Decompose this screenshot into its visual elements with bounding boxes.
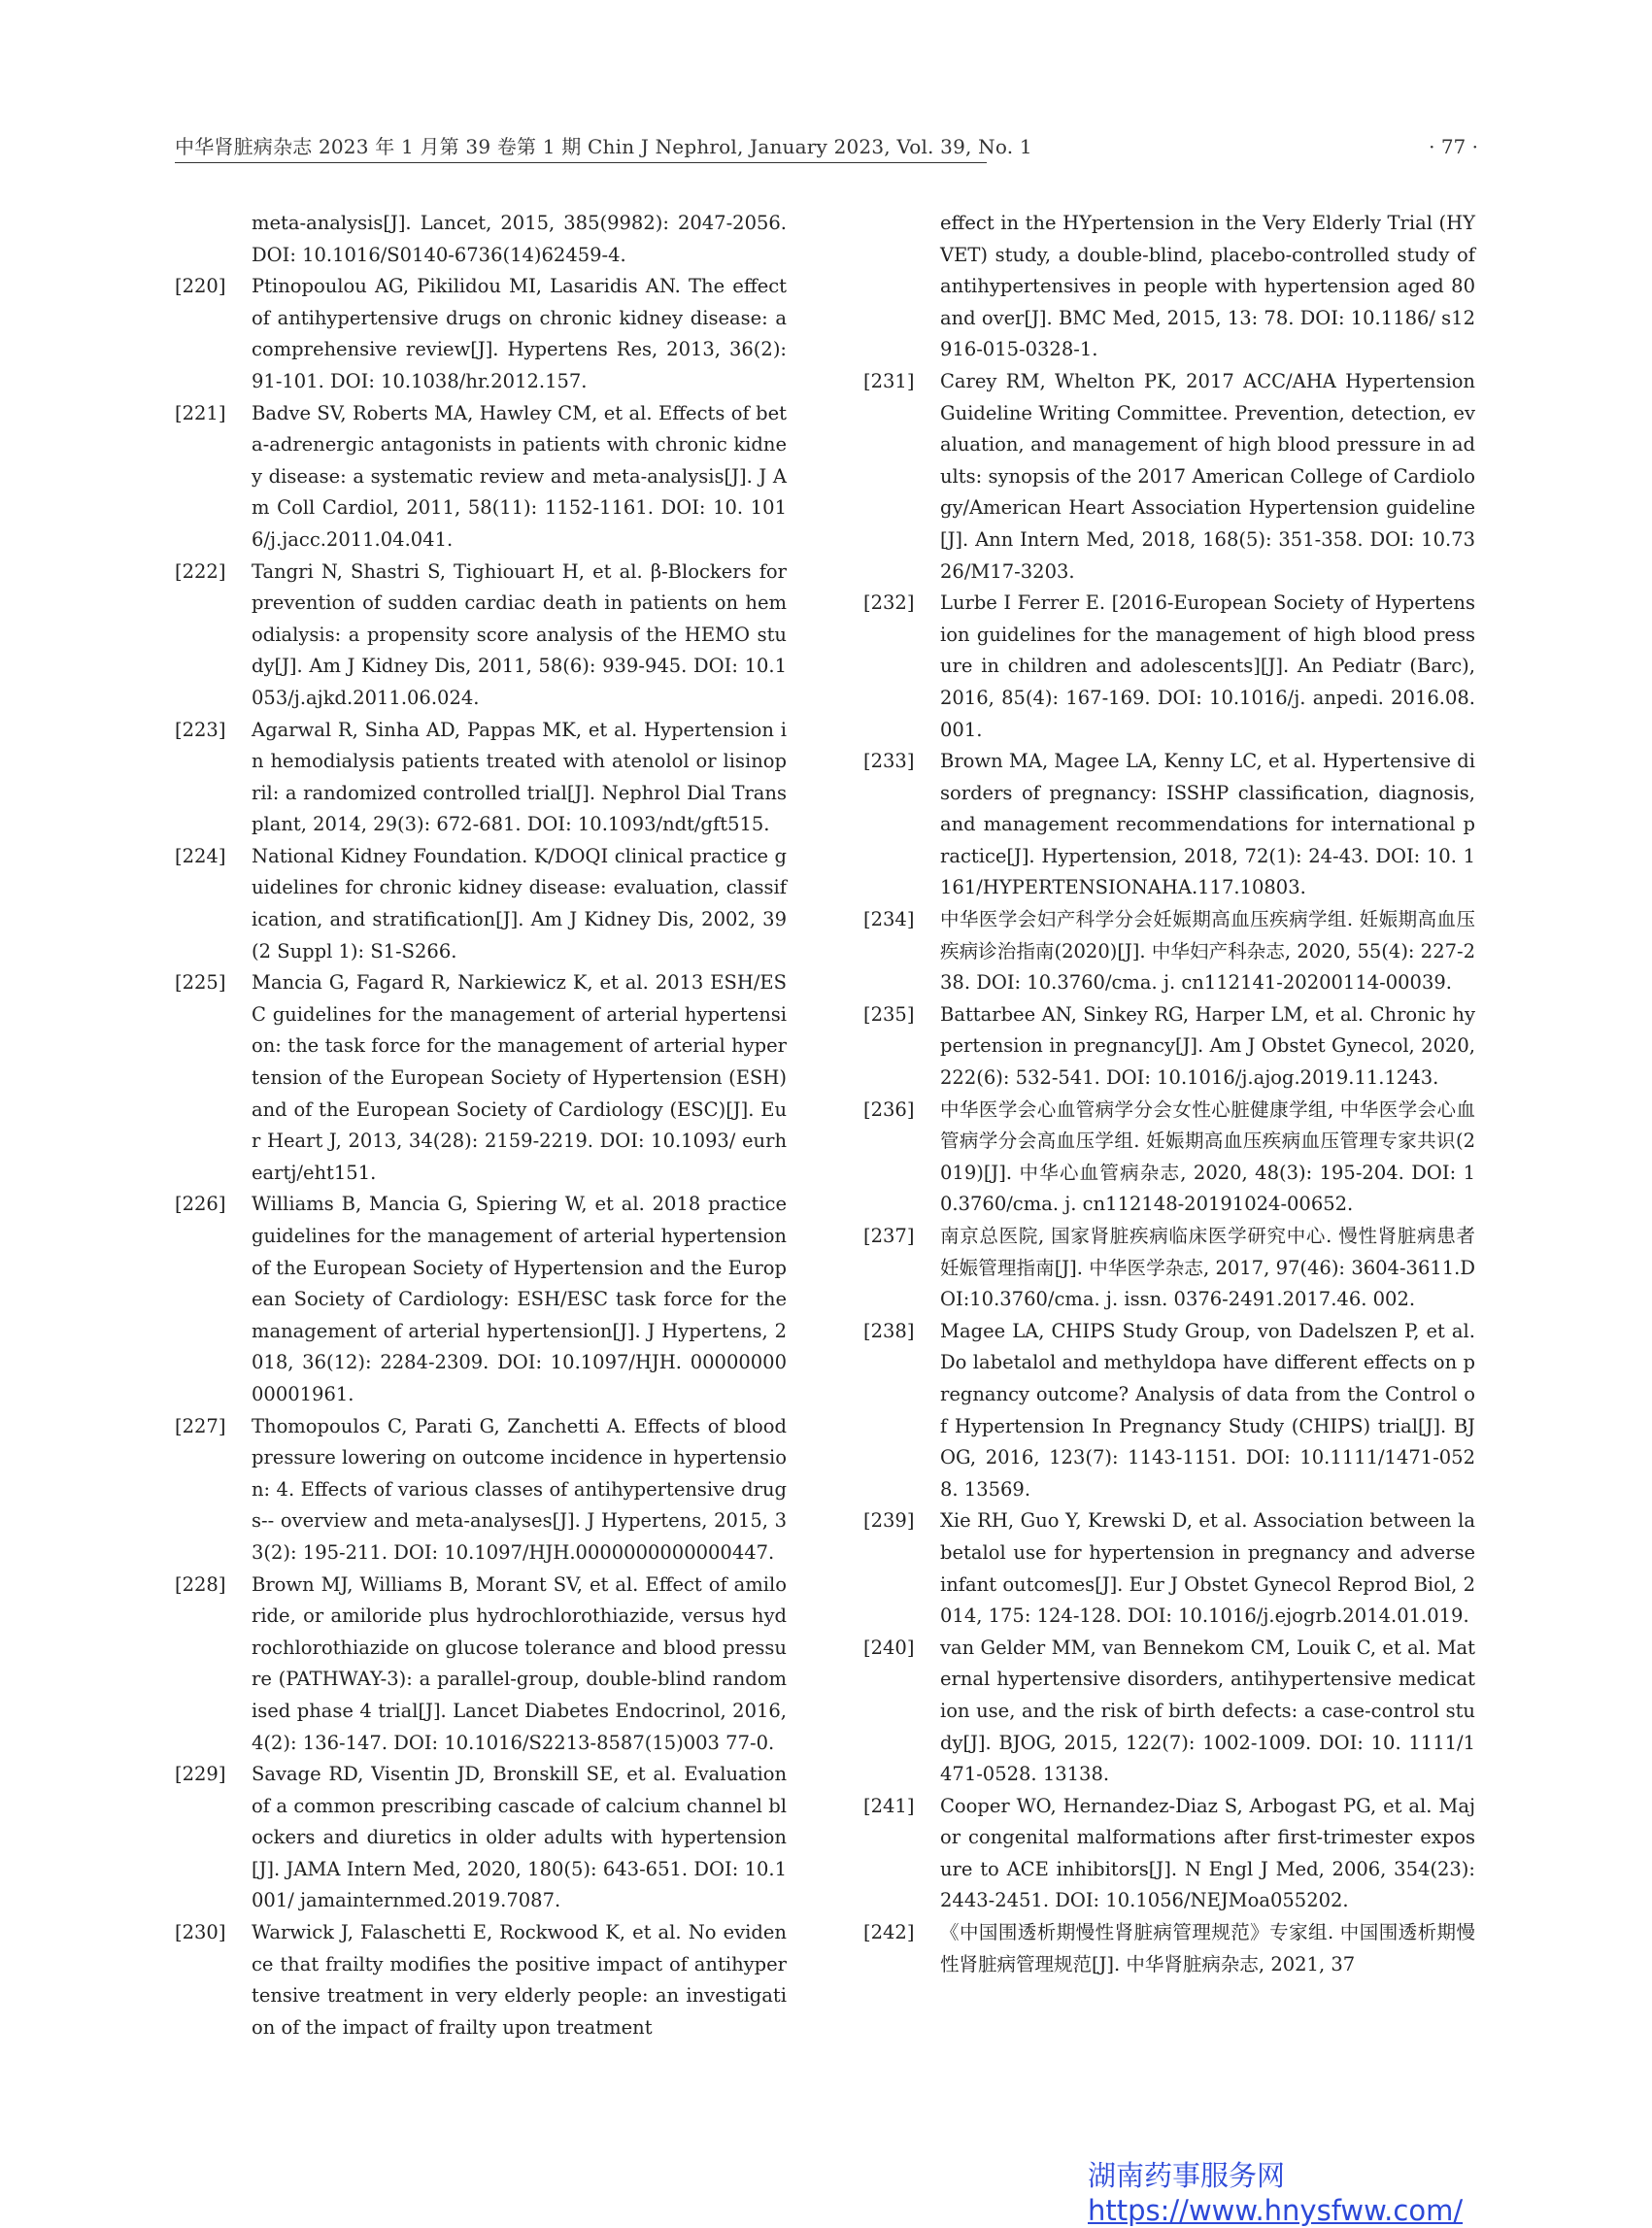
reference-text: Magee LA, CHIPS Study Group, von Dadelszen P, et al. Do labetalol and methyldopa have different effects on pregnancy outcome? Analysis of data from the Control of Hypertension In Pregnancy Study (CHIPS) trial[J]. BJOG, 2016, 123(7): 1143-1151. DOI: 10.1111/1471-0528. 13569. bbox=[940, 1319, 1475, 1501]
reference-item bbox=[863, 1791, 1475, 1917]
reference-text: Brown MJ, Williams B, Morant SV, et al. Effect of amiloride, or amiloride plus hydrochlorothiazide, versus hydrochlorothiazide on glucose tolerance and blood pressure (PATHWAY-3): a parallel-group, double-blind randomised phase 4 trial[J]. Lancet Diabetes Endocrinol, 2016, 4(2): 136-147. DOI: 10.1016/S2213-8587(15)003 77-0. bbox=[252, 1572, 787, 1754]
reference-number: [236] bbox=[863, 1097, 915, 1121]
running-header bbox=[175, 130, 1478, 163]
reference-text: Badve SV, Roberts MA, Hawley CM, et al. Effects of beta-adrenergic antagonists in patients with chronic kidney disease: a systematic review and meta-analysis[J]. J Am Coll Cardiol, 2011, 58(11): 1152-1161. DOI: 10. 1016/j.jacc.2011.04.041. bbox=[252, 401, 787, 551]
reference-item bbox=[175, 1411, 787, 1570]
reference-number: [220] bbox=[175, 275, 226, 298]
reference-number: [241] bbox=[863, 1794, 915, 1817]
reference-number: [225] bbox=[175, 971, 226, 995]
watermark-link[interactable]: https://www.hnysfww.com/ bbox=[1088, 2194, 1464, 2227]
reference-continuation: meta-analysis[J]. Lancet, 2015, 385(9982): 2047-2056. DOI: 10.1016/S0140-6736(14)62459-4. bbox=[252, 212, 787, 266]
reference-number: [227] bbox=[175, 1414, 226, 1437]
reference-text: Xie RH, Guo Y, Krewski D, et al. Association between labetalol use for hypertension in pregnancy and adverse infant outcomes[J]. Eur J Obstet Gynecol Reprod Biol, 2014, 175: 124-128. DOI: 10.1016/j.ejogrb.2014.01.019. bbox=[940, 1509, 1475, 1628]
reference-item bbox=[863, 1221, 1475, 1316]
reference-item bbox=[863, 1505, 1475, 1632]
reference-item bbox=[863, 999, 1475, 1095]
reference-text: Savage RD, Visentin JD, Bronskill SE, et al. Evaluation of a common prescribing cascade of calcium channel blockers and diuretics in older adults with hypertension[J]. JAMA Intern Med, 2020, 180(5): 643-651. DOI: 10.1001/ jamainternmed.2019.7087. bbox=[252, 1763, 787, 1912]
reference-item bbox=[175, 398, 787, 557]
reference-text: 《中国围透析期慢性肾脏病管理规范》专家组. 中国围透析期慢性肾脏病管理规范[J]. 中华肾脏病杂志, 2021, 37 bbox=[940, 1921, 1475, 1975]
reference-number: [242] bbox=[863, 1921, 915, 1944]
reference-continuation: effect in the HYpertension in the Very Elderly Trial (HYVET) study, a double-blind, placebo-controlled study of antihypertensives in people with hypertension aged 80 and over[J]. BMC Med, 2015, 13: 78. DOI: 10.1186/ s12916-015-0328-1. bbox=[940, 212, 1475, 361]
reference-item bbox=[175, 557, 787, 715]
reference-item bbox=[863, 1917, 1475, 1980]
reference-text: Warwick J, Falaschetti E, Rockwood K, et al. No evidence that frailty modifies the positive impact of antihypertensive treatment in very elderly people: an investigation of the impact of frailty upon treatment bbox=[252, 1921, 787, 2039]
reference-number: [238] bbox=[863, 1319, 915, 1342]
reference-text: 南京总医院, 国家肾脏疾病临床医学研究中心. 慢性肾脏病患者妊娠管理指南[J]. 中华医学杂志, 2017, 97(46): 3604-3611.DOI:10.3760/cma. j. issn. 0376-2491.2017.46. 002. bbox=[940, 1225, 1475, 1311]
reference-text: van Gelder MM, van Bennekom CM, Louik C, et al. Maternal hypertensive disorders, antihypertensive medication use, and the risk of birth defects: a case-control study[J]. BJOG, 2015, 122(7): 1002-1009. DOI: 10. 1111/1471-0528. 13138. bbox=[940, 1636, 1475, 1786]
reference-column-left bbox=[175, 208, 787, 2043]
reference-text: Tangri N, Shastri S, Tighiouart H, et al. β-Blockers for prevention of sudden cardiac death in patients on hemodialysis: a propensity score analysis of the HEMO study[J]. Am J Kidney Dis, 2011, 58(6): 939-945. DOI: 10.1053/j.ajkd.2011.06.024. bbox=[252, 559, 787, 709]
reference-text: Cooper WO, Hernandez-Diaz S, Arbogast PG, et al. Major congenital malformations after first-trimester exposure to ACE inhibitors[J]. N Engl J Med, 2006, 354(23): 2443-2451. DOI: 10.1056/NEJMoa055202. bbox=[940, 1794, 1475, 1912]
reference-item bbox=[863, 1316, 1475, 1506]
reference-number: [224] bbox=[175, 844, 226, 867]
reference-item bbox=[863, 588, 1475, 746]
reference-text: Agarwal R, Sinha AD, Pappas MK, et al. Hypertension in hemodialysis patients treated with atenolol or lisinopril: a randomized controlled trial[J]. Nephrol Dial Transplant, 2014, 29(3): 672-681. DOI: 10.1093/ndt/gft515. bbox=[252, 718, 787, 836]
reference-item bbox=[863, 746, 1475, 904]
reference-item bbox=[175, 1759, 787, 1917]
reference-item bbox=[175, 1917, 787, 2043]
reference-item bbox=[175, 715, 787, 841]
reference-item bbox=[175, 967, 787, 1189]
reference-number: [234] bbox=[863, 908, 915, 931]
reference-number: [233] bbox=[863, 750, 915, 773]
reference-text: Williams B, Mancia G, Spiering W, et al. 2018 practice guidelines for the management of arterial hypertension of the European Society of Hypertension and the European Society of Cardiology: ESH/ESC task force for the management of arterial hypertension[J]. J Hypertens, 2018, 36(12): 2284-2309. DOI: 10.1097/HJH. 00000000 00001961. bbox=[252, 1193, 787, 1405]
reference-number: [221] bbox=[175, 401, 226, 424]
header-rule bbox=[175, 162, 987, 163]
reference-text: Lurbe I Ferrer E. [2016-European Society of Hypertension guidelines for the management of high blood pressure in children and adolescents][J]. An Pediatr (Barc), 2016, 85(4): 167-169. DOI: 10.1016/j. anpedi. 2016.08.001. bbox=[940, 591, 1475, 741]
reference-number: [237] bbox=[863, 1225, 915, 1247]
reference-item bbox=[175, 841, 787, 967]
reference-number: [232] bbox=[863, 591, 915, 615]
reference-item bbox=[175, 1570, 787, 1760]
reference-text: National Kidney Foundation. K/DOQI clinical practice guidelines for chronic kidney disease: evaluation, classification, and stratification[J]. Am J Kidney Dis, 2002, 39(2 Suppl 1): S1-S266. bbox=[252, 844, 787, 962]
reference-number: [235] bbox=[863, 1002, 915, 1026]
reference-number: [229] bbox=[175, 1763, 226, 1786]
reference-text: Brown MA, Magee LA, Kenny LC, et al. Hypertensive disorders of pregnancy: ISSHP classification, diagnosis, and management recommendations for international practice[J]. Hypertension, 2018, 72(1): 24-43. DOI: 10. 1161/HYPERTENSIONAHA.117.10803. bbox=[940, 750, 1475, 899]
reference-number: [231] bbox=[863, 369, 915, 392]
reference-text: Thomopoulos C, Parati G, Zanchetti A. Effects of blood pressure lowering on outcome incidence in hypertension: 4. Effects of various classes of antihypertensive drugs-- overview and meta-analyses[J]. J Hypertens, 2015, 33(2): 195-211. DOI: 10.1097/HJH.0000000000000447. bbox=[252, 1414, 787, 1564]
reference-number: [239] bbox=[863, 1509, 915, 1533]
reference-number: [222] bbox=[175, 559, 226, 583]
page-number: · 77 · bbox=[1429, 135, 1478, 158]
reference-item bbox=[863, 1095, 1475, 1221]
reference-item bbox=[175, 271, 787, 397]
reference-number: [223] bbox=[175, 718, 226, 741]
reference-number: [228] bbox=[175, 1572, 226, 1596]
reference-number: [230] bbox=[175, 1921, 226, 1944]
reference-text: Mancia G, Fagard R, Narkiewicz K, et al. 2013 ESH/ESC guidelines for the management of arterial hypertension: the task force for the management of arterial hypertension of the European Society of Hypertension (ESH) and of the European Society of Cardiology (ESC)[J]. Eur Heart J, 2013, 34(28): 2159-2219. DOI: 10.1093/ eurheartj/eht151. bbox=[252, 971, 787, 1184]
reference-column-right bbox=[863, 208, 1475, 1980]
reference-number: [226] bbox=[175, 1193, 226, 1216]
reference-item bbox=[863, 904, 1475, 999]
reference-text: Battarbee AN, Sinkey RG, Harper LM, et al. Chronic hypertension in pregnancy[J]. Am J Obstet Gynecol, 2020, 222(6): 532-541. DOI: 10.1016/j.ajog.2019.11.1243. bbox=[940, 1002, 1475, 1090]
watermark-name: 湖南药事服务网 bbox=[1088, 2159, 1286, 2192]
reference-text: 中华医学会心血管病学分会女性心脏健康学组, 中华医学会心血管病学分会高血压学组. 妊娠期高血压疾病血压管理专家共识(2019)[J]. 中华心血管病杂志, 2020, 48(3): 195-204. DOI: 10.3760/cma. j. cn112148-20191024-00652. bbox=[940, 1097, 1475, 1216]
reference-item bbox=[863, 366, 1475, 588]
reference-item bbox=[175, 1189, 787, 1410]
reference-text: Ptinopoulou AG, Pikilidou MI, Lasaridis AN. The effect of antihypertensive drugs on chronic kidney disease: a comprehensive review[J]. Hypertens Res, 2013, 36(2): 91-101. DOI: 10.1038/hr.2012.157. bbox=[252, 275, 787, 392]
site-watermark[interactable] bbox=[1088, 2158, 1496, 2228]
reference-text: 中华医学会妇产科学分会妊娠期高血压疾病学组. 妊娠期高血压疾病诊治指南(2020)[J]. 中华妇产科杂志, 2020, 55(4): 227-238. DOI: 10.3760/cma. j. cn112141-20200114-00039. bbox=[940, 908, 1475, 995]
reference-item bbox=[863, 1633, 1475, 1791]
reference-number: [240] bbox=[863, 1636, 915, 1659]
journal-title: 中华肾脏病杂志 2023 年 1 月第 39 卷第 1 期 Chin J Nephrol, January 2023, Vol. 39, No. 1 bbox=[175, 135, 1032, 158]
reference-text: Carey RM, Whelton PK, 2017 ACC/AHA Hypertension Guideline Writing Committee. Prevention, detection, evaluation, and management of high blood pressure in adults: synopsis of the 2017 American College of Cardiology/American Heart Association Hypertension guideline[J]. Ann Intern Med, 2018, 168(5): 351-358. DOI: 10.7326/M17-3203. bbox=[940, 369, 1475, 583]
